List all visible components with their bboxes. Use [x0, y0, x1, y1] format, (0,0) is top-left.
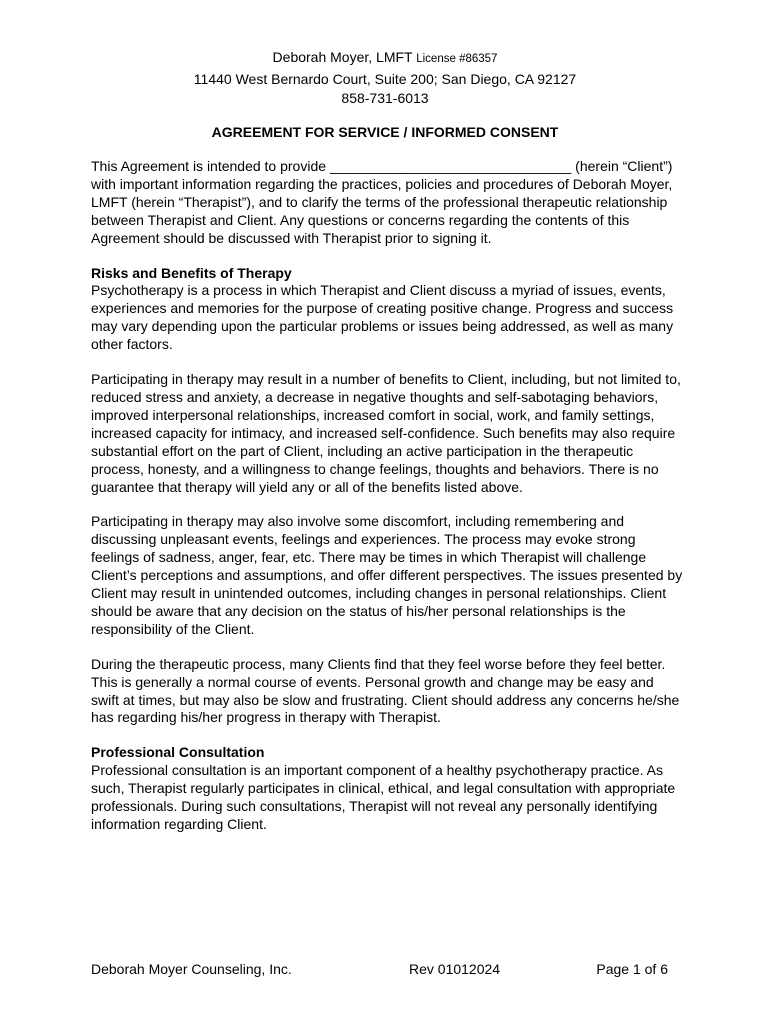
footer-company: Deborah Moyer Counseling, Inc.	[91, 961, 292, 977]
paragraph: Professional consultation is an important component of a healthy psychotherapy practice. As such, Therapist regularly participates in clinical, ethical, and legal consultation with appropriate professionals. During such consultations, Therapist will not reveal any personally identifying information regarding Client.	[91, 762, 676, 832]
intro-paragraph: This Agreement is intended to provide _______________________________ (herein “Client”) with important information regarding the practices, policies and procedures of Deborah Moyer, LMFT (herein “Therapist”), and to clarify the terms of the professional therapeutic relationship between Therapist and Client. Any questions or concerns regarding the contents of this Agreement should be discussed with Therapist prior to signing it.	[91, 158, 673, 246]
paragraph: During the therapeutic process, many Clients find that they feel worse before they feel better. This is generally a normal course of events. Personal growth and change may be easy and swift at times, but may also be slow and frustrating. Client should address any concerns he/she has regarding his/her progress in therapy with Therapist.	[91, 655, 680, 726]
letterhead	[0, 48, 770, 109]
paragraph: Participating in therapy may result in a number of benefits to Client, including, but not limited to, reduced stress and anxiety, a decrease in negative thoughts and self-sabotaging behaviors, improved interpersonal relationships, increased comfort in social, work, and family settings, increased capacity for intimacy, and increased self-confidence. Such benefits may also require substantial effort on the part of Client, including an active participation in the therapeutic process, honesty, and a willingness to change feelings, thoughts and behaviors. There is no guarantee that therapy will yield any or all of the benefits listed above.	[91, 371, 681, 495]
office-address: 11440 West Bernardo Court, Suite 200; San Diego, CA 92127	[193, 70, 577, 87]
phone-number: 858-731-6013	[341, 90, 429, 106]
paragraph: Psychotherapy is a process in which Therapist and Client discuss a myriad of issues, events, experiences and memories for the purpose of creating positive change. Progress and success may vary depending upon the particular problems or issues being addressed, as well as many other factors.	[91, 282, 674, 353]
footer-revision: Rev 01012024	[409, 961, 501, 977]
document-body	[91, 158, 683, 851]
therapist-name: Deborah Moyer, LMFT	[272, 49, 413, 65]
section-heading-risks-benefits: Risks and Benefits of Therapy	[91, 264, 292, 281]
document-title: AGREEMENT FOR SERVICE / INFORMED CONSENT	[211, 124, 559, 140]
footer-page-number: Page 1 of 6	[596, 961, 668, 977]
letterhead-name-line	[0, 48, 770, 70]
license-number: License #86357	[416, 53, 498, 65]
section-heading-professional-consultation: Professional Consultation	[91, 744, 265, 761]
paragraph: Participating in therapy may also involve some discomfort, including remembering and discussing unpleasant events, feelings and experiences. The process may evoke strong feelings of sadness, anger, fear, etc. There may be times in which Therapist will challenge Client’s perceptions and assumptions, and offer different perspectives. The issues presented by Client may result in unintended outcomes, including changes in personal relationships. Client should be aware that any decision on the status of his/her personal relationships is the responsibility of the Client.	[91, 513, 683, 637]
